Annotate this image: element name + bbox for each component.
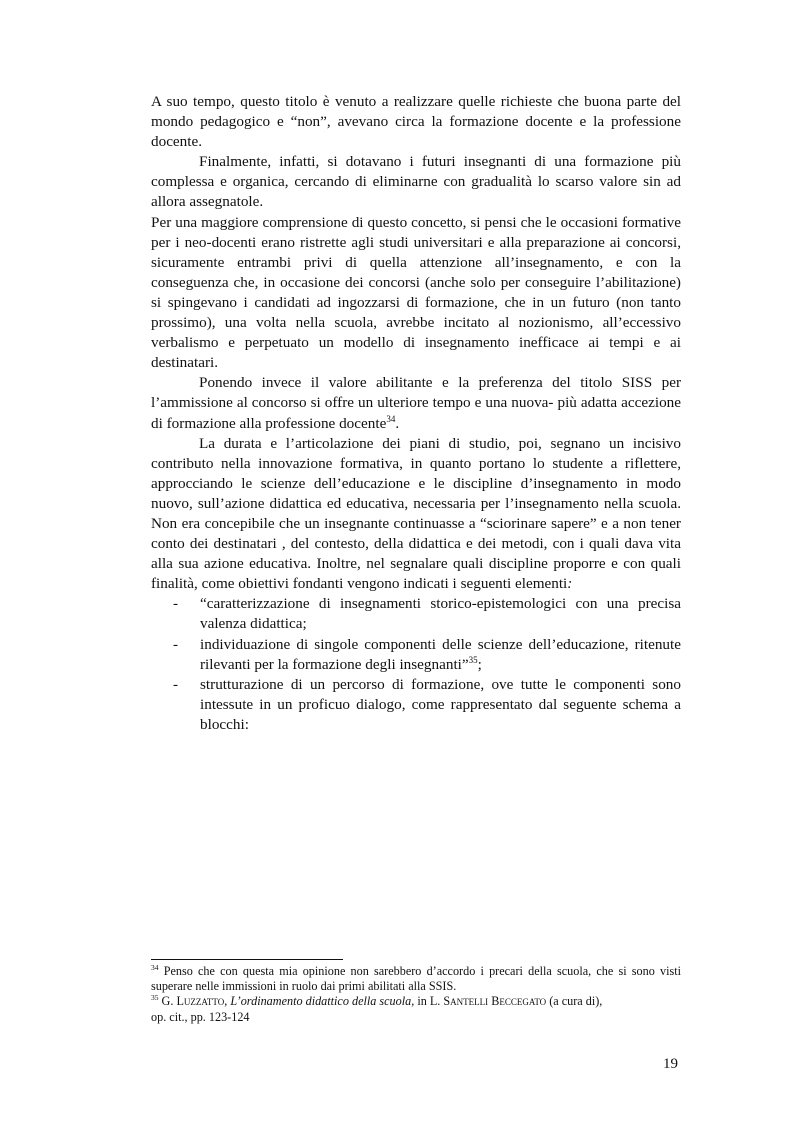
- footnotes: [151, 964, 681, 1025]
- footnote-author-initial: G.: [158, 994, 177, 1009]
- footnote-number: 34: [151, 962, 159, 972]
- objectives-list: [151, 594, 681, 735]
- footnote-citation: op. cit., pp. 123-124: [151, 1009, 250, 1024]
- paragraph-4-text: Ponendo invece il valore abilitante e la preferenza del titolo SISS per l’ammissione al concorso si offre un ulteriore tempo e una nuova- più adatta accezione di formazione alla professione docente: [151, 374, 681, 432]
- list-item-text: individuazione di singole componenti delle scienze dell’educazione, ritenute rilevanti per la formazione degli insegnanti”: [200, 635, 681, 673]
- footnote-editor-name: Santelli Beccegato: [443, 994, 547, 1009]
- dash-marker: -: [173, 595, 179, 613]
- body-text: [151, 92, 681, 735]
- paragraph-5-text: La durata e l’articolazione dei piani di studio, poi, segnano un incisivo contributo nella innovazione formativa, in quanto portano lo studente a riflettere, approcciando le scienze dell’educazione e le discipline d’insegnamento in modo nuovo, sull’azione didattica ed educativa, necessaria per l’insegnamento nella scuola. Non era concepibile che un insegnante continuasse a “sciorinare sapere” e a non tener conto dei destinatari , del contesto, della didattica e dei metodi, con i quali dava vita alla sua azione educativa. Inoltre, nel segnalare quali discipline proporre e con quali finalità, come obiettivi fondanti vengono indicati i seguenti elementi: [151, 434, 681, 593]
- footnote-number: 35: [151, 993, 159, 1003]
- footnote-work-title: L’ordinamento didattico della scuola,: [230, 994, 415, 1009]
- footnote-author-name: Luzzatto: [176, 994, 225, 1009]
- footnote-separator: ,: [224, 994, 231, 1009]
- list-item-end: ;: [477, 655, 482, 673]
- page-number: 19: [663, 1056, 678, 1072]
- paragraph-5: [151, 434, 681, 595]
- paragraph-4-end: .: [395, 414, 400, 432]
- footnote-rest: (a cura di),: [546, 994, 603, 1009]
- footnote-34: [151, 964, 681, 994]
- footnote-35: [151, 994, 681, 1024]
- footnote-in: in L.: [414, 994, 444, 1009]
- list-item: [151, 635, 681, 675]
- list-item-text: strutturazione di un percorso di formazione, ove tutte le componenti sono intessute in un proficuo dialogo, come rappresentato dal seguente schema a blocchi:: [200, 675, 681, 733]
- paragraph-4: [151, 373, 681, 433]
- paragraph-1: A suo tempo, questo titolo è venuto a realizzare quelle richieste che buona parte del mondo pedagogico e “non”, avevano circa la formazione docente e la professione docente.: [151, 93, 681, 151]
- paragraph-5-colon: :: [567, 575, 573, 593]
- dash-marker: -: [173, 635, 179, 653]
- list-item-text: “caratterizzazione di insegnamenti storico-epistemologici con una precisa valenza didattica;: [200, 595, 681, 633]
- dash-marker: -: [173, 675, 179, 693]
- paragraph-3: Per una maggiore comprensione di questo concetto, si pensi che le occasioni formative per i neo-docenti erano ristrette agli studi universitari e alla preparazione ai concorsi, sicuramente entrambi privi di quella attenzione all’insegnamento, e con la conseguenza che, in occasione dei concorsi (anche solo per conseguire l’abilitazione) si spingevano i candidati ad ingozzarsi di formazione, che in un futuro (non tanto prossimo), una volta nella scuola, avrebbe incitato al nozionismo, all’eccessivo verbalismo e perpetuato un modello di insegnamento inefficace ai tempi e ai destinatari.: [151, 213, 681, 372]
- footnote-divider: [151, 959, 343, 960]
- paragraph-2: Finalmente, infatti, si dotavano i futuri insegnanti di una formazione più complessa e organica, cercando di eliminarne con gradualità lo scarso valore sin ad allora assegnatole.: [151, 153, 681, 211]
- footnote-text: Penso che con questa mia opinione non sarebbero d’accordo i precari della scuola, che si sono visti superare nelle immissioni in ruolo dai primi abilitati alla SSIS.: [151, 964, 681, 994]
- list-item: [151, 594, 681, 634]
- footnote-ref-35[interactable]: 35: [468, 654, 478, 665]
- footnote-ref-34[interactable]: 34: [386, 413, 396, 424]
- list-item: [151, 675, 681, 735]
